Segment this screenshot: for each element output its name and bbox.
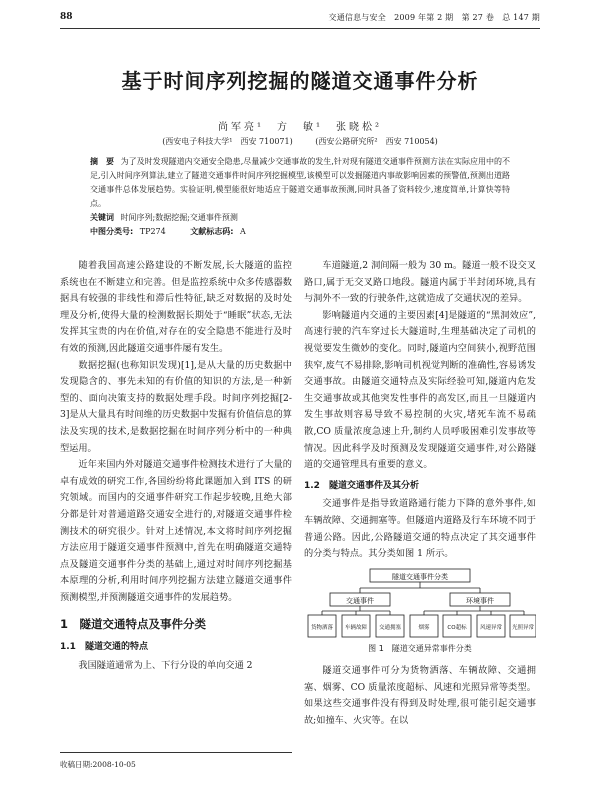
figure-1 [304, 567, 536, 639]
fig-l2-label: 车辆故障 [344, 624, 368, 631]
abstract-text: 为了及时发现隧道内交通安全隐患,尽量减少交通事故的发生,针对现有隧道交通事件预测方法在实际应用中的不足,引入时间序列算法,建立了隧道交通事件时间序列挖掘模型,该模型可以发掘隧道内事故影响因素的预警值,预测出道路交通事件总体发展趋势。实验证明,模型能很好地适应于隧道交通事故预测,同时具备了资料较少,速度简单,计算快等特点。 [90, 157, 511, 208]
journal-info: 交通信息与安全 2009 年第 2 期 第 27 卷 总 147 期 [328, 13, 540, 22]
fig-l2-label: 交通拥塞 [378, 624, 402, 631]
authors: 尚军亮¹ 方 敏¹ 张晓松² [217, 122, 383, 133]
left-column [60, 258, 292, 674]
clc-label: 中图分类号: [90, 227, 134, 236]
fig-l1-label: 环境事件 [466, 596, 494, 605]
clc-code: TP274 [139, 227, 166, 236]
fig-l2-label: 光照异常 [511, 624, 535, 631]
fig-l2-label: 风速异常 [479, 624, 503, 631]
doc-code: A [240, 227, 246, 236]
right-column [304, 258, 536, 730]
section-heading: 1 隧道交通特点及事件分类 [60, 617, 207, 632]
keywords-label: 关键词 [90, 213, 114, 222]
paragraph: 交通事件是指导致道路通行能力下降的意外事件,如车辆故障、交通拥塞等。但隧道内道路及行车环境不同于普通公路。因此,公路隧道交通的特点决定了其交通事件的分类与特点。其分类如图 1 所示。 [304, 498, 536, 560]
keywords-text: 时间序列;数据挖掘;交通事件预测 [120, 213, 238, 222]
subsection-heading: 1.2 隧道交通事件及其分析 [304, 480, 419, 491]
abstract-label: 摘 要 [90, 157, 115, 166]
affiliation-1: (西安电子科技大学¹ 西安 710071) [162, 137, 293, 146]
paragraph: 车道隧道,2 洞间隔一般为 30 m。隧道一般不设交叉路口,属于无交叉路口地段。隧道内属于半封闭环境,具有与洞外不一致的行驶条件,这就造成了交通状况的差异。 [304, 260, 536, 305]
fig-l2-label: 货物洒落 [310, 624, 334, 631]
fig-l2-label: 烟雾 [418, 624, 430, 631]
keywords [90, 211, 510, 225]
affiliations [0, 136, 600, 147]
classification-diagram [304, 567, 536, 639]
doc-code-label: 文献标志码: [190, 227, 234, 236]
paper-title: 基于时间序列挖掘的隧道交通事件分析 [121, 69, 479, 93]
affiliation-2: (西安公路研究所² 西安 710054) [315, 137, 438, 146]
abstract [90, 155, 510, 211]
abstract-block [90, 155, 510, 239]
subsection-heading: 1.1 隧道交通的特点 [60, 642, 148, 653]
paragraph: 数据挖掘(也称知识发现)[1],是从大量的历史数据中发现隐含的、事先未知的有价值的知识的方法,是一种新型的、面向决策支持的数据处理手段。时间序列挖掘[2-3]是从大量具有时间维的历史数据中发掘有价值信息的算法及实现的技术,是数据挖掘在时间序列分析中的一种典型运用。 [60, 359, 292, 454]
footnote: 收稿日期:2008-10-05 [60, 752, 292, 770]
classification [90, 225, 510, 239]
fig-l2-label: CO超标 [447, 624, 467, 631]
fig-root-label: 隧道交通事件分类 [392, 572, 448, 581]
paragraph: 影响隧道内交通的主要因素[4]是隧道的“黑洞效应”,高速行驶的汽车穿过长大隧道时,生理基础决定了司机的视觉要发生微妙的变化。同时,隧道内空间狭小,视野范围狭窄,废气不易排除,影响司机视觉判断的准确性,容易诱发交通事故。由隧道交通特点及实际经验可知,隧道内危发生交通事故或其他突发性事件的高发区,而且一旦隧道内发生事故则容易导致不易控制的火灾,堵死车流不易疏散,CO 质量浓度急速上升,制约人员呼吸困难引发事故等情况。因此科学及时预测及发现隧道交通事件,对公路隧道的交通管理具有重要的意义。 [304, 309, 536, 471]
paragraph: 我国隧道通常为上、下行分设的单向交通 2 [78, 659, 253, 671]
page-number: 88 [60, 12, 73, 22]
paragraph: 隧道交通事件可分为货物洒落、车辆故障、交通拥塞、烟雾、CO 质量浓度超标、风速和光照异常等类型。如果这些交通事件没有得到及时处理,很可能引起交通事故;如撞车、火灾等。在以 [304, 665, 536, 727]
fig-l1-label: 交通事件 [346, 596, 374, 605]
running-header [60, 12, 540, 29]
figure-caption: 图 1 隧道交通异常事件分类 [368, 643, 472, 653]
paragraph: 近年来国内外对隧道交通事件检测技术进行了大量的卓有成效的研究工作,各国纷纷将此课题加入到 ITS 的研究领域。而国内的交通事件研究工作起步较晚,且绝大部分都是针对普通道路交通安全进行的,对隧道交通事件检测技术的研究很少。针对上述情况,本文将时间序列挖掘方法应用于隧道交通事件预测中,首先在明确隧道交通特点及隧道交通事件分类的基础上,通过对时间序列挖掘基本原理的分析,利用时间序列挖掘方法建立隧道交通事件预测模型,并预测隧道交通事件的发展趋势。 [60, 459, 292, 603]
paragraph: 随着我国高速公路建设的不断发展,长大隧道的监控系统也在不断建立和完善。但是监控系统中众多传感器数据具有较强的非线性和滞后性特征,缺乏对数据的及时处理及分析,使得大量的检测数据长期处于“睡眠”状态,无法发挥其宝贵的内在价值,对存在的安全隐患不能进行及时有效的预测,因此隧道交通事件屡有发生。 [60, 260, 292, 354]
